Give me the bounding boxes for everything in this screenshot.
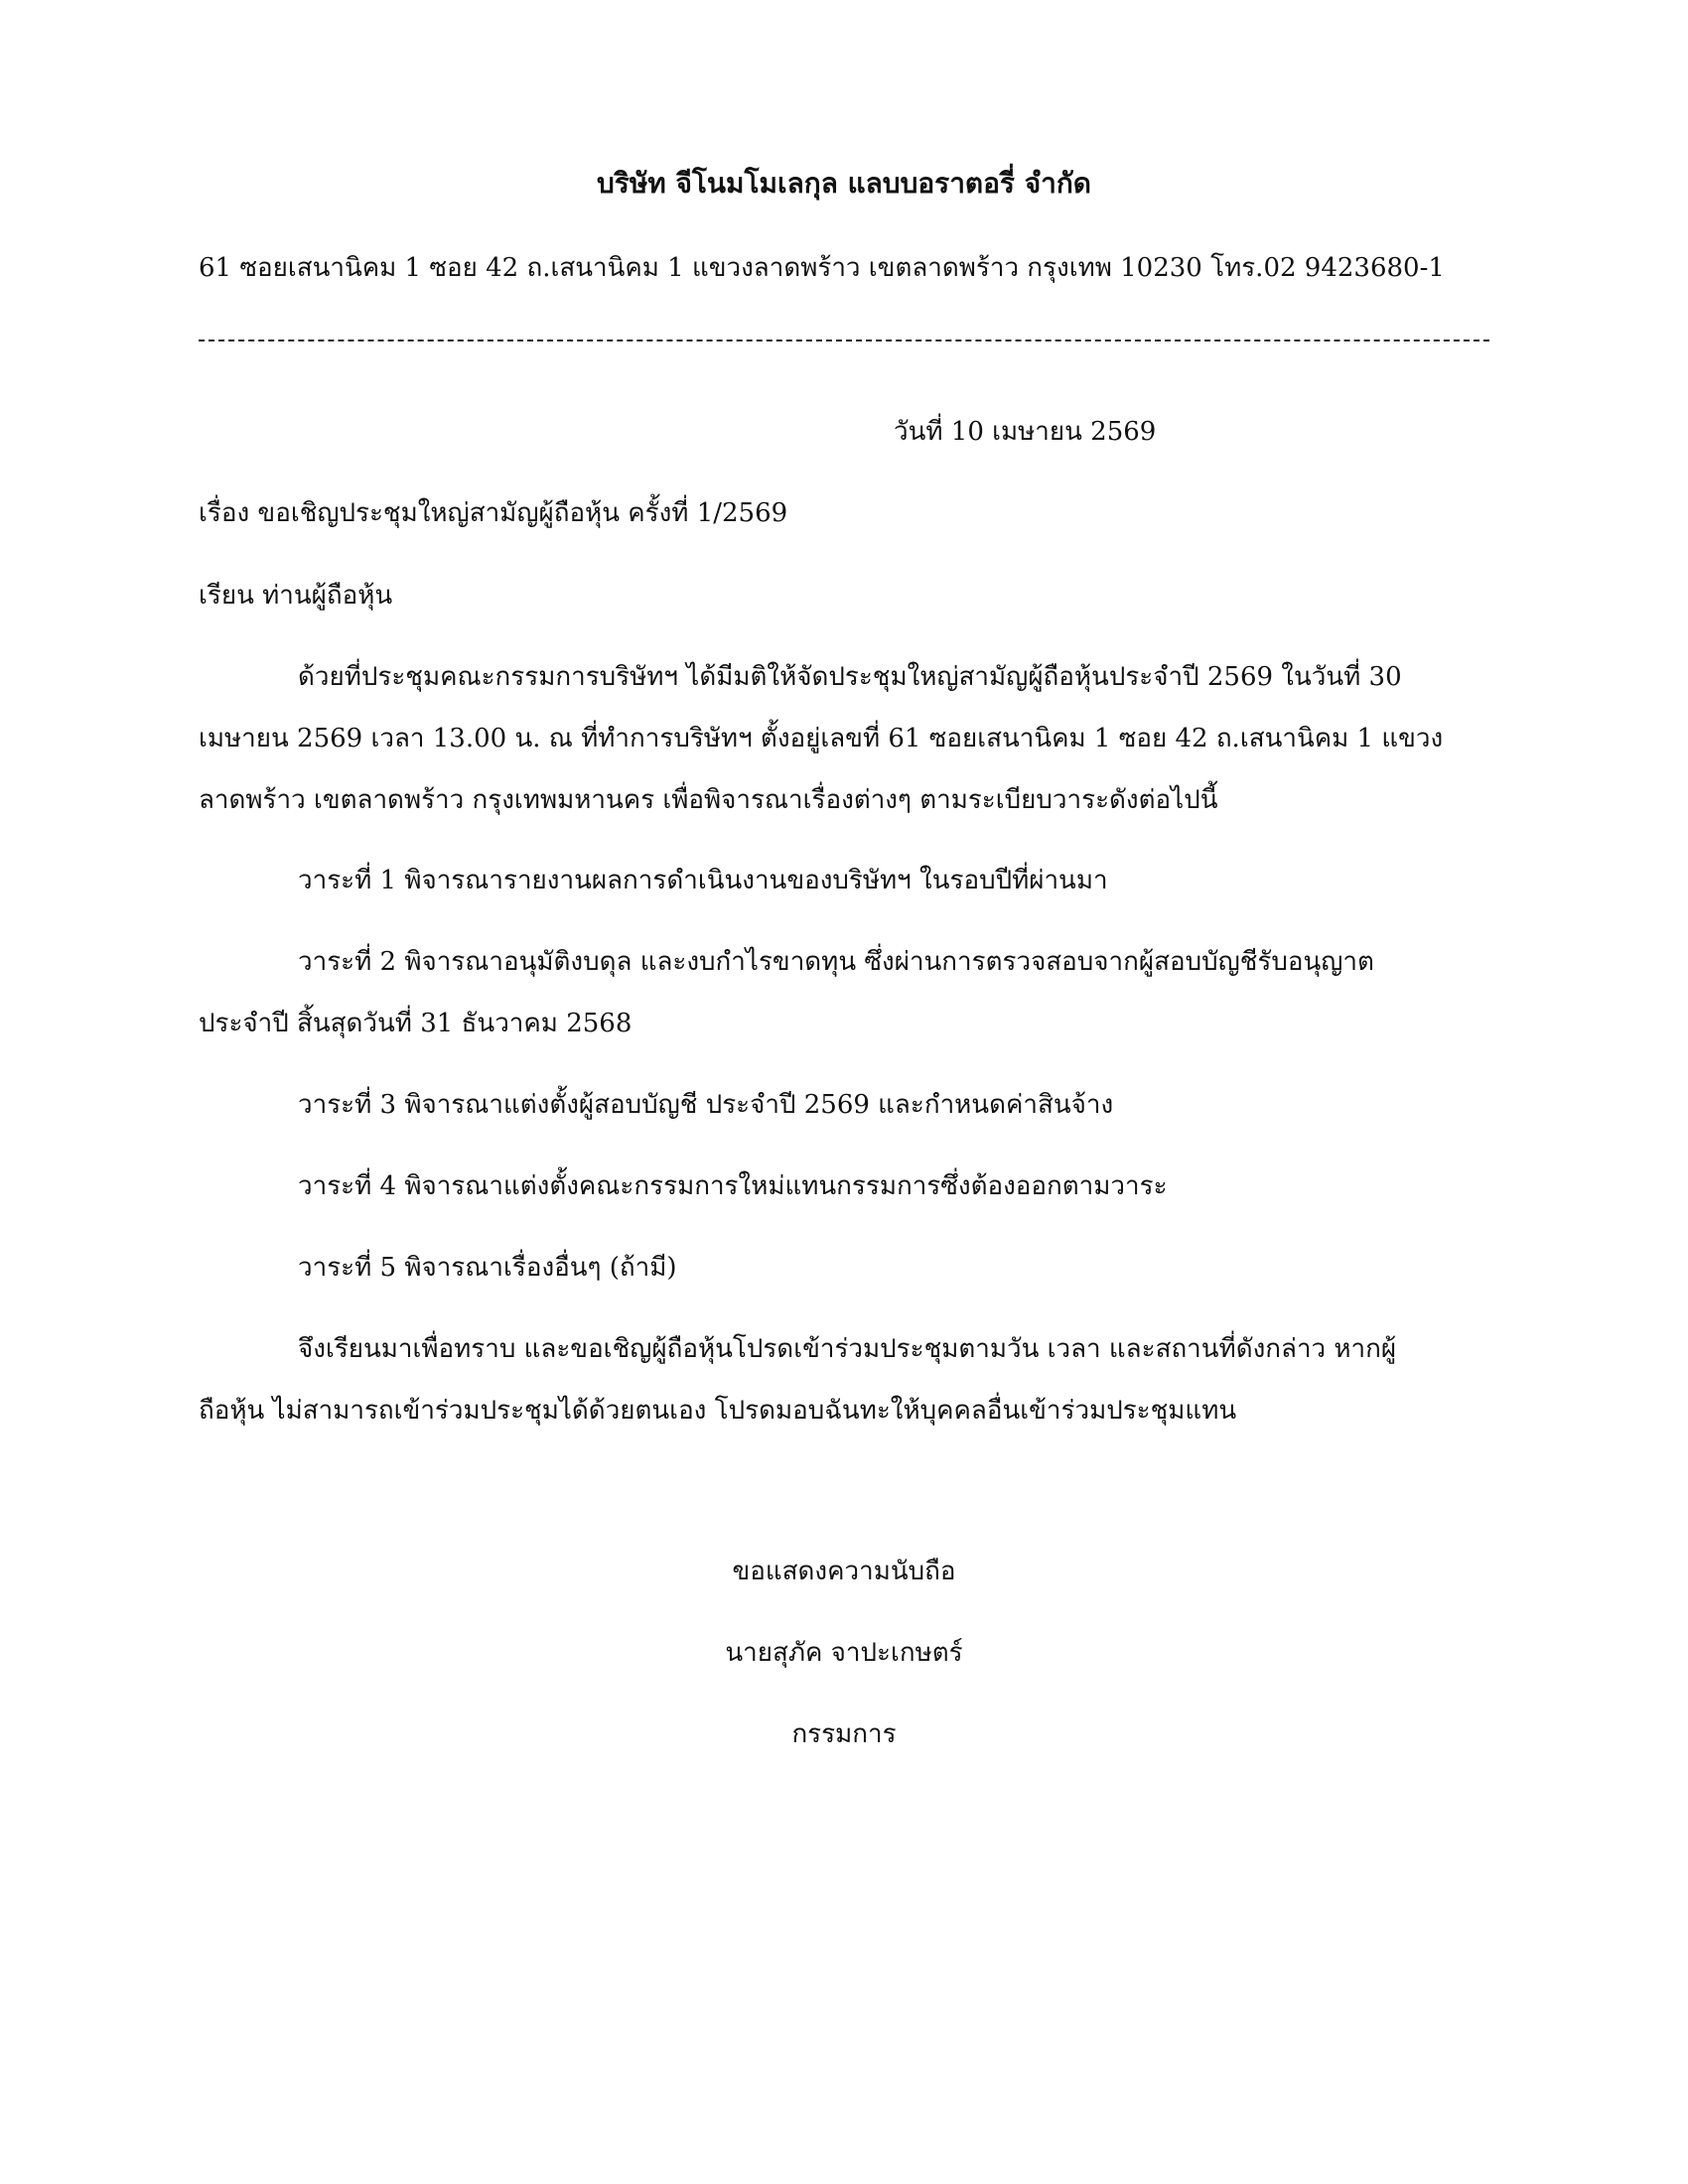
agenda-item-3: วาระที่ 3 พิจารณาแต่งตั้งผู้สอบบัญชี ประจำปี 2569 และกำหนดค่าสินจ้าง bbox=[298, 1090, 1114, 1120]
letter-subject: เรื่อง ขอเชิญประชุมใหญ่สามัญผู้ถือหุ้น ครั้งที่ 1/2569 bbox=[199, 498, 788, 528]
closing-regards: ขอแสดงความนับถือ bbox=[732, 1557, 956, 1586]
letter-salutation: เรียน ท่านผู้ถือหุ้น bbox=[199, 581, 393, 611]
letter-date: วันที่ 10 เมษายน 2569 bbox=[894, 417, 1157, 447]
signer-title: กรรมการ bbox=[791, 1719, 897, 1749]
agenda-item-2-line: วาระที่ 2 พิจารณาอนุมัติงบดุล และงบกำไรขาดทุน ซึ่งผ่านการตรวจสอบจากผู้สอบบัญชีรับอนุญาต bbox=[298, 947, 1374, 977]
intro-line: ด้วยที่ประชุมคณะกรรมการบริษัทฯ ได้มีมติให้จัดประชุมใหญ่สามัญผู้ถือหุ้นประจำปี 2569 ในวันที่ 30 bbox=[298, 662, 1402, 692]
agenda-item-1: วาระที่ 1 พิจารณารายงานผลการดำเนินงานของบริษัทฯ ในรอบปีที่ผ่านมา bbox=[298, 866, 1108, 895]
header-divider bbox=[199, 340, 1489, 341]
company-name: บริษัท จีโนมโมเลกุล แลบบอราตอรี่ จำกัด bbox=[597, 167, 1091, 200]
agenda-item-5: วาระที่ 5 พิจารณาเรื่องอื่นๆ (ถ้ามี) bbox=[298, 1253, 677, 1283]
signer-name: นายสุภัค จาปะเกษตร์ bbox=[725, 1638, 963, 1668]
agenda-item-2 bbox=[199, 942, 1489, 1065]
intro-line: เมษายน 2569 เวลา 13.00 น. ณ ที่ทำการบริษัทฯ ตั้งอยู่เลขที่ 61 ซอยเสนานิคม 1 ซอย 42 ถ.เสนานิคม 1 แขวง bbox=[199, 724, 1444, 753]
intro-paragraph bbox=[199, 657, 1489, 842]
invitation-line: จึงเรียนมาเพื่อทราบ และขอเชิญผู้ถือหุ้นโปรดเข้าร่วมประชุมตามวัน เวลา และสถานที่ดังกล่าว หากผู้ bbox=[298, 1334, 1397, 1364]
invitation-paragraph bbox=[199, 1329, 1489, 1452]
agenda-item-2-line: ประจำปี สิ้นสุดวันที่ 31 ธันวาคม 2568 bbox=[199, 1009, 633, 1038]
intro-line: ลาดพร้าว เขตลาดพร้าว กรุงเทพมหานคร เพื่อพิจารณาเรื่องต่างๆ ตามระเบียบวาระดังต่อไปนี้ bbox=[199, 785, 1218, 815]
invitation-line: ถือหุ้น ไม่สามารถเข้าร่วมประชุมได้ด้วยตนเอง โปรดมอบฉันทะให้บุคคลอื่นเข้าร่วมประชุมแทน bbox=[199, 1396, 1237, 1426]
company-address: 61 ซอยเสนานิคม 1 ซอย 42 ถ.เสนานิคม 1 แขวงลาดพร้าว เขตลาดพร้าว กรุงเทพ 10230 โทร.02 9423680-1 bbox=[199, 253, 1445, 283]
agenda-item-4: วาระที่ 4 พิจารณาแต่งตั้งคณะกรรมการใหม่แทนกรรมการซึ่งต้องออกตามวาระ bbox=[298, 1171, 1168, 1201]
